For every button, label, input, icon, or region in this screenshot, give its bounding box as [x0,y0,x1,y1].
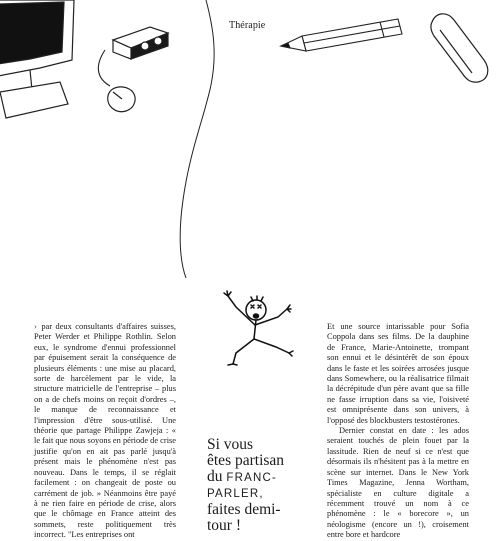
article-column-left [34,322,176,541]
continuation-marker: › [34,322,37,331]
pull-quote-line: êtes partisan [207,452,285,469]
article-paragraph [34,322,176,541]
pull-quote [207,437,307,534]
pull-quote-line: faites demi- [207,501,281,518]
pull-quote-caps: PARLER, [207,488,264,500]
article-paragraph: Dernier constat en date : les ados seraient touchés de plein fouet par la lassitude. Rien de neuf si ce n'est que désormais ils n'hésitent pas à la mettre en scène sur internet. Dans le New York Times Magazine, Jenna Wortham, spécialiste en culture digitale a récemment trouvé un nom à ce phénomène : le « borecore », un néologisme (encore un !), croisement entre bore et hardcore [327,426,469,540]
section-label: Thérapie [229,20,266,31]
article-paragraph: Et une source intarissable pour Sofia Coppola dans ses films. De la dauphine de France, Marie-Antoinette, trompant son ennui et le désintérêt de son époux dans le faste et les soirées arrosées jusque dans Somewhere, ou la réalisatrice filmait la décrépitude d'un père avant que sa fille ne fasse irruption dans sa vie, l'oisiveté est omniprésente dans son univers, à l'opposé des blockbusters testostérones. [327,322,469,425]
pull-quote-line: Si vous [207,436,254,453]
pull-quote-caps: FRANC- [226,472,278,484]
article-text: par deux consultants d'affaires suisses, Peter Werder et Philippe Rothlin. Selon eux, le syndrome d'ennui professionnel par épuisement serait la conséquence de plusieurs éléments : une mise au placard, sorte de harcèlement par le vide, la structure matricielle de l'entreprise – plus on a de chefs moins on reçoit d'ordres –, le manque de reconnaissance et l'impression d'être sous-utilisé. Une théorie que partage Philippe Zawjeja : « le fait que nous soyons en période de crise justifie qu'on en ait pas parlé jusqu'à présent mais le phénomène n'est pas nouveau. Dans le temps, il se réglait facilement : on changeait de poste ou carrément de job. » Néanmoins être payé à ne rien faire en période de crise, alors que le chômage en France atteint des sommets, reste politiquement très incorrect. "Les entreprises ont [34,322,177,540]
eraser-icon [431,14,488,82]
computer-monitor-icon [0,0,74,118]
pull-quote-line: tour ! [207,517,242,534]
pull-quote-text: du [207,468,227,485]
computer-mouse-icon [108,87,135,112]
pencil-sharpener-icon [113,27,168,59]
jumping-stick-figure-icon [224,291,293,365]
wavy-line [180,0,214,278]
mouse-cable [98,50,110,86]
pencil-icon [281,19,402,51]
article-column-right [327,322,469,541]
pull-quote-line [207,469,307,486]
